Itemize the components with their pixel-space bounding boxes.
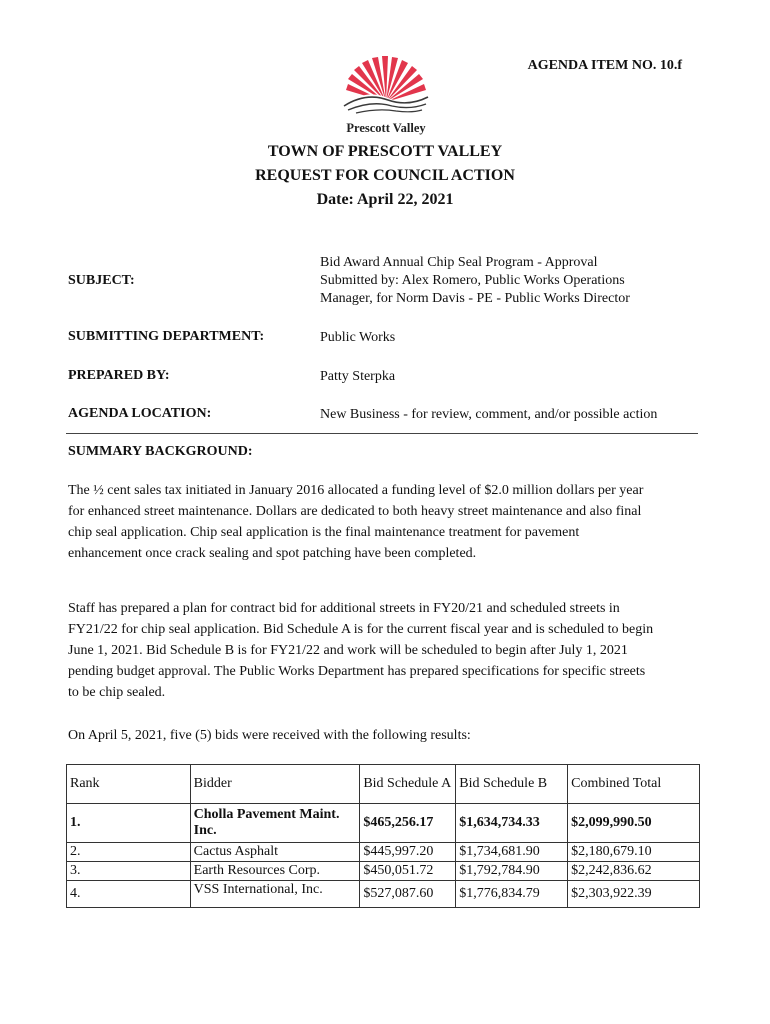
cell-bidder: Earth Resources Corp. xyxy=(190,862,360,881)
cell-combined-total: $2,180,679.10 xyxy=(568,843,700,862)
title-line-town: TOWN OF PRESCOTT VALLEY xyxy=(267,143,503,160)
cell-schedule-b: $1,734,681.90 xyxy=(456,843,568,862)
cell-combined-total: $2,303,922.39 xyxy=(568,881,700,908)
table-row xyxy=(67,862,700,881)
paragraph-line: pending budget approval. The Public Works Department has prepared specifications for specific streets xyxy=(68,664,646,679)
cell-schedule-a: $450,051.72 xyxy=(360,862,456,881)
cell-combined-total: $2,099,990.50 xyxy=(568,804,700,843)
cell-bidder: Cholla Pavement Maint. Inc. xyxy=(190,804,360,843)
logo-wordmark: Prescott Valley xyxy=(346,121,426,135)
cell-bidder: VSS International, Inc. xyxy=(190,881,360,908)
table-row xyxy=(67,843,700,862)
agenda-item-number: AGENDA ITEM NO. 10.f xyxy=(527,58,682,73)
cell-schedule-a: $527,087.60 xyxy=(360,881,456,908)
title-line-date: Date: April 22, 2021 xyxy=(316,191,454,208)
subject-value xyxy=(320,254,630,308)
prepared-by-value: Patty Sterpka xyxy=(320,369,396,384)
table-row xyxy=(67,881,700,908)
paragraph-line: On April 5, 2021, five (5) bids were received with the following results: xyxy=(68,728,471,743)
submitting-department-label: SUBMITTING DEPARTMENT: xyxy=(68,329,265,344)
table-header-row xyxy=(67,765,700,804)
paragraph-line: for enhanced street maintenance. Dollars are dedicated to both heavy street maintenance and also final xyxy=(68,504,642,519)
cell-schedule-b: $1,634,734.33 xyxy=(456,804,568,843)
paragraph-line: FY21/22 for chip seal application. Bid Schedule A is for the current fiscal year and is scheduled to begin xyxy=(68,622,654,637)
cell-schedule-b: $1,776,834.79 xyxy=(456,881,568,908)
document-title xyxy=(0,140,770,212)
cell-schedule-a: $445,997.20 xyxy=(360,843,456,862)
summary-paragraph-1 xyxy=(68,480,700,564)
paragraph-line: to be chip sealed. xyxy=(68,685,166,700)
subject-label: SUBJECT: xyxy=(68,273,135,288)
subject-line: Manager, for Norm Davis - PE - Public Works Director xyxy=(320,291,630,306)
table-row xyxy=(67,804,700,843)
bid-results-table xyxy=(66,764,700,908)
cell-rank: 2. xyxy=(67,843,191,862)
paragraph-line: Staff has prepared a plan for contract bid for additional streets in FY20/21 and scheduled streets in xyxy=(68,601,620,616)
sun-rays-icon xyxy=(346,56,426,102)
header-bidder: Bidder xyxy=(190,765,360,804)
cell-schedule-b: $1,792,784.90 xyxy=(456,862,568,881)
submitting-department-value: Public Works xyxy=(320,330,396,345)
cell-rank: 1. xyxy=(67,804,191,843)
cell-rank: 3. xyxy=(67,862,191,881)
title-line-request: REQUEST FOR COUNCIL ACTION xyxy=(255,167,515,184)
paragraph-line: The ½ cent sales tax initiated in January 2016 allocated a funding level of $2.0 million dollars per year xyxy=(68,483,644,498)
header-bid-schedule-a: Bid Schedule A xyxy=(360,765,456,804)
cell-bidder: Cactus Asphalt xyxy=(190,843,360,862)
paragraph-line: chip seal application. Chip seal application is the final maintenance treatment for pavement xyxy=(68,525,580,540)
cell-combined-total: $2,242,836.62 xyxy=(568,862,700,881)
prescott-valley-logo xyxy=(326,54,446,136)
cell-rank: 4. xyxy=(67,881,191,908)
header-bid-schedule-b: Bid Schedule B xyxy=(456,765,568,804)
header-rank: Rank xyxy=(67,765,191,804)
prepared-by-label: PREPARED BY: xyxy=(68,368,170,383)
cell-schedule-a: $465,256.17 xyxy=(360,804,456,843)
summary-paragraph-2 xyxy=(68,598,700,703)
paragraph-line: June 1, 2021. Bid Schedule B is for FY21/22 and work will be scheduled to begin after July 1, 2021 xyxy=(68,643,628,658)
section-divider xyxy=(66,433,698,434)
paragraph-line: enhancement once crack sealing and spot patching have been completed. xyxy=(68,546,477,561)
subject-line: Submitted by: Alex Romero, Public Works Operations xyxy=(320,273,625,288)
summary-heading: SUMMARY BACKGROUND: xyxy=(68,444,253,459)
agenda-location-label: AGENDA LOCATION: xyxy=(68,406,212,421)
header-combined-total: Combined Total xyxy=(568,765,700,804)
summary-paragraph-3 xyxy=(68,725,700,746)
subject-line: Bid Award Annual Chip Seal Program - Approval xyxy=(320,255,598,270)
agenda-location-value: New Business - for review, comment, and/or possible action xyxy=(320,407,658,422)
